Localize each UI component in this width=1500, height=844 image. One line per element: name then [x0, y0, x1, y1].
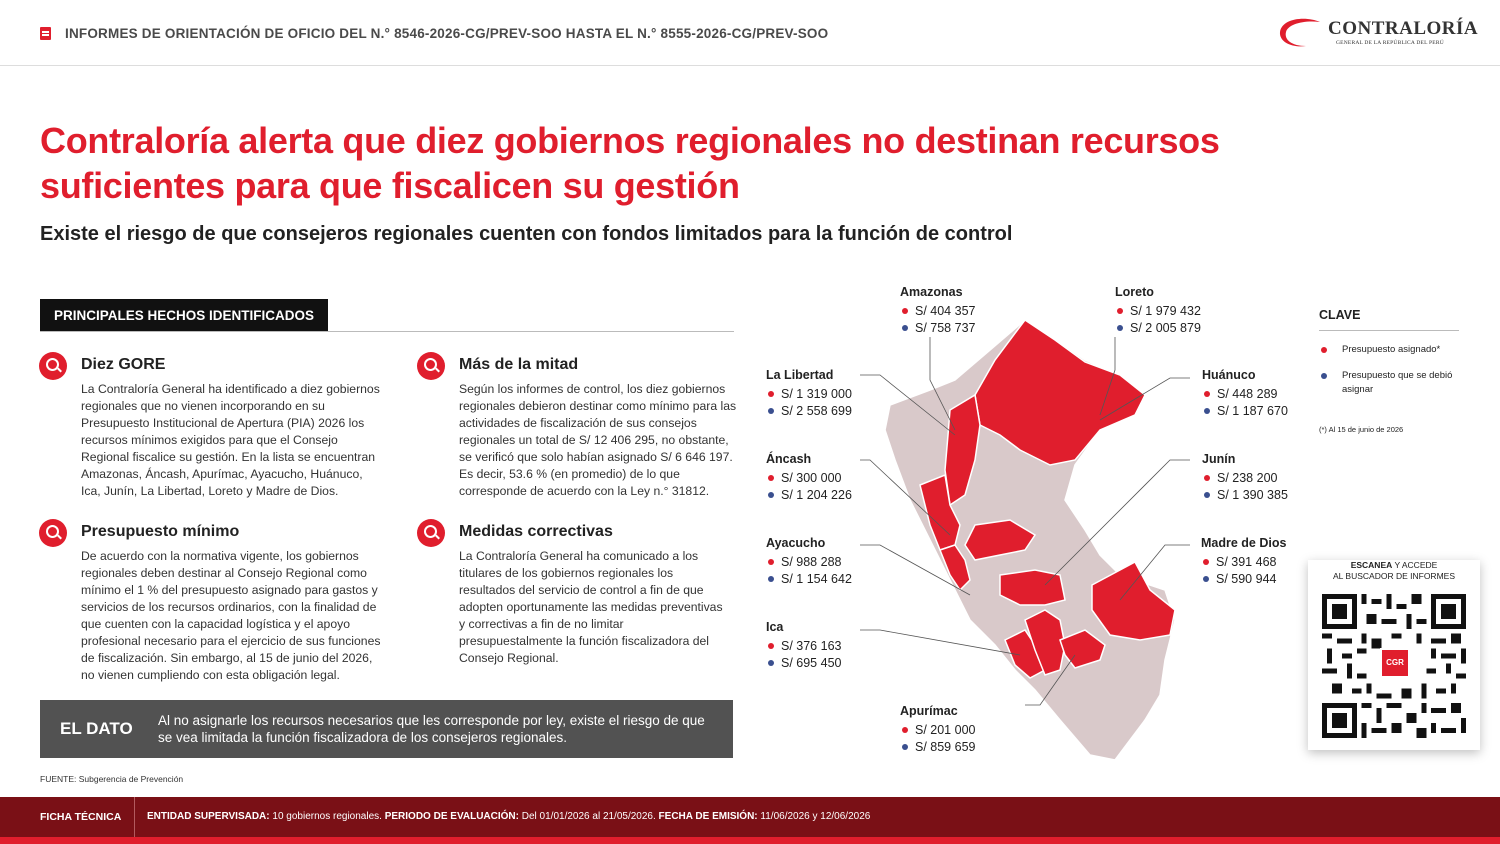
- region-debio: S/ 695 450: [766, 655, 841, 672]
- footer-periodo-label: PERIODO DE EVALUACIÓN:: [384, 811, 519, 822]
- region-name: Loreto: [1115, 285, 1154, 299]
- legend-asignado: Presupuesto asignado*: [1319, 343, 1459, 357]
- region-asignado: S/ 448 289: [1202, 386, 1288, 403]
- dato-text: Al no asignarle los recursos necesarios que les corresponde por ley, existe el riesgo de que se vea limitada la función fiscalizadora de los consejeros regionales.: [158, 713, 705, 745]
- region-asignado: S/ 201 000: [900, 722, 975, 739]
- region-name: La Libertad: [766, 368, 834, 382]
- legend-title: CLAVE: [1319, 308, 1459, 331]
- map-legend: [1319, 308, 1459, 434]
- logo-name: CONTRALORÍA: [1328, 18, 1479, 39]
- footer-emision-value: 11/06/2026 y 12/06/2026: [760, 811, 871, 822]
- region-debio: S/ 1 154 642: [766, 571, 852, 588]
- region-name: Junín: [1202, 452, 1236, 466]
- fact-text: Según los informes de control, los diez gobiernos regionales debieron destinar como mínimo para las actividades de fiscalización de sus consejos regionales un total de S/ 12 406 295, no obstante, se verificó que solo habían asignado S/ 6 646 197. Es decir, 53.6 % (en promedio) de lo que corresponde de acuerdo con la Ley n.° 31812.: [459, 382, 737, 498]
- footer-entidad-label: ENTIDAD SUPERVISADA:: [147, 811, 270, 822]
- fact-title: Diez GORE: [81, 356, 166, 373]
- region-name: Amazonas: [900, 285, 963, 299]
- fact-presupuesto-minimo: [81, 523, 381, 684]
- magnifier-icon: [417, 352, 445, 380]
- region-asignado: S/ 300 000: [766, 470, 852, 487]
- magnifier-icon: [417, 519, 445, 547]
- footer-emision-label: FECHA DE EMISIÓN:: [658, 811, 758, 822]
- region-name: Madre de Dios: [1201, 536, 1287, 550]
- magnifier-icon: [39, 519, 67, 547]
- fact-title: Más de la mitad: [459, 356, 579, 373]
- fact-mas-de-la-mitad: [459, 356, 737, 500]
- region-label-loreto: [1115, 285, 1201, 337]
- region-asignado: S/ 391 468: [1201, 554, 1286, 571]
- footer-periodo-value: Del 01/01/2026 al 21/05/2026.: [521, 811, 656, 822]
- subheadline: Existe el riesgo de que consejeros regionales cuenten con fondos limitados para la función de control: [40, 223, 1013, 245]
- region-debio: S/ 859 659: [900, 739, 975, 756]
- region-label-la-libertad: [766, 368, 852, 420]
- section-divider: [40, 331, 734, 332]
- region-label-amazonas: [900, 285, 975, 337]
- footer-divider: [134, 797, 135, 837]
- region-debio: S/ 1 187 670: [1202, 403, 1288, 420]
- region-name: Ica: [766, 620, 784, 634]
- footer-entidad-value: 10 gobiernos regionales.: [272, 811, 382, 822]
- region-label-madre-de-dios: [1201, 536, 1286, 588]
- region-debio: S/ 590 944: [1201, 571, 1286, 588]
- document-icon: [40, 27, 51, 40]
- magnifier-icon: [39, 352, 67, 380]
- qr-card[interactable]: [1308, 560, 1480, 750]
- region-label-ancash: [766, 452, 852, 504]
- region-asignado: S/ 376 163: [766, 638, 841, 655]
- region-name: Huánuco: [1202, 368, 1256, 382]
- region-debio: S/ 2 558 699: [766, 403, 852, 420]
- region-asignado: S/ 1 979 432: [1115, 303, 1201, 320]
- footer-label: FICHA TÉCNICA: [40, 811, 122, 823]
- cgr-logo-badge: CGR: [1380, 648, 1410, 678]
- legend-debio: Presupuesto que se debió asignar: [1319, 369, 1459, 397]
- region-label-ayacucho: [766, 536, 852, 588]
- qr-title-rest: Y ACCEDE: [1392, 560, 1438, 570]
- region-label-apurimac: [900, 704, 975, 756]
- region-debio: S/ 758 737: [900, 320, 975, 337]
- dato-label: EL DATO: [60, 719, 133, 738]
- logo-swoosh-icon: [1276, 16, 1326, 52]
- report-title: INFORMES DE ORIENTACIÓN DE OFICIO DEL N.° 8546-2026-CG/PREV-SOO HASTA EL N.° 8555-2026-CG/PREV-SOO: [65, 26, 829, 41]
- fact-text: La Contraloría General ha identificado a diez gobiernos regionales que no vienen incorporando en su Presupuesto Institucional de Apertura (PIA) 2026 los recursos mínimos exigidos para que el Consejo Regional fiscalice su gestión. En la lista se encuentran Amazonas, Áncash, Apurímac, Ayacucho, Huánuco, Ica, Junín, La Libertad, Loreto y Madre de Dios.: [81, 382, 380, 498]
- footer-info: [147, 811, 870, 822]
- region-name: Apurímac: [900, 704, 958, 718]
- fact-title: Medidas correctivas: [459, 523, 613, 540]
- region-debio: S/ 2 005 879: [1115, 320, 1201, 337]
- region-asignado: S/ 404 357: [900, 303, 975, 320]
- region-asignado: S/ 238 200: [1202, 470, 1288, 487]
- headline: Contraloría alerta que diez gobiernos regionales no destinan recursos suficientes para que fiscalicen su gestión: [40, 120, 1220, 206]
- region-debio: S/ 1 390 385: [1202, 487, 1288, 504]
- fact-text: La Contraloría General ha comunicado a los titulares de los gobiernos regionales los resultados del servicio de control a fin de que adopten oportunamente las medidas preventivas y correctivas a fin de no limitar presupuestalmente la función fiscalizadora del Consejo Regional.: [459, 549, 723, 665]
- region-asignado: S/ 988 288: [766, 554, 852, 571]
- region-asignado: S/ 1 319 000: [766, 386, 852, 403]
- top-bar: [0, 0, 1500, 66]
- fact-medidas-correctivas: [459, 523, 724, 667]
- legend-note: (*) Al 15 de junio de 2026: [1319, 425, 1404, 434]
- region-label-huanuco: [1202, 368, 1288, 420]
- footer-accent-strip: [0, 837, 1500, 844]
- region-name: Ayacucho: [766, 536, 826, 550]
- qr-title: [1308, 560, 1480, 582]
- source-note: FUENTE: Subgerencia de Prevención: [40, 774, 184, 784]
- el-dato-box: [40, 700, 733, 758]
- contraloria-logo: [1276, 16, 1479, 52]
- technical-footer: [0, 797, 1500, 837]
- region-label-ica: [766, 620, 841, 672]
- region-name: Áncash: [766, 452, 812, 466]
- section-label: PRINCIPALES HECHOS IDENTIFICADOS: [40, 299, 328, 332]
- fact-title: Presupuesto mínimo: [81, 523, 240, 540]
- fact-text: De acuerdo con la normativa vigente, los gobiernos regionales deben destinar al Consejo Regional como mínimo el 1 % del presupuesto asignado para gastos y servicios de los recursos ordinarios, con la finalidad de que cuenten con la capacidad logística y el apoyo profesional necesario para el ejercicio de sus funciones de fiscalización. Sin embargo, al 15 de junio del 2026, no vienen cumpliendo con esta obligación legal.: [81, 549, 381, 682]
- fact-diez-gore: [81, 356, 381, 500]
- qr-title-line2: AL BUSCADOR DE INFORMES: [1332, 571, 1455, 581]
- region-debio: S/ 1 204 226: [766, 487, 852, 504]
- qr-title-bold: ESCANEA: [1350, 560, 1393, 570]
- logo-subtitle: GENERAL DE LA REPÚBLICA DEL PERÚ: [1336, 40, 1444, 46]
- region-label-junin: [1202, 452, 1288, 504]
